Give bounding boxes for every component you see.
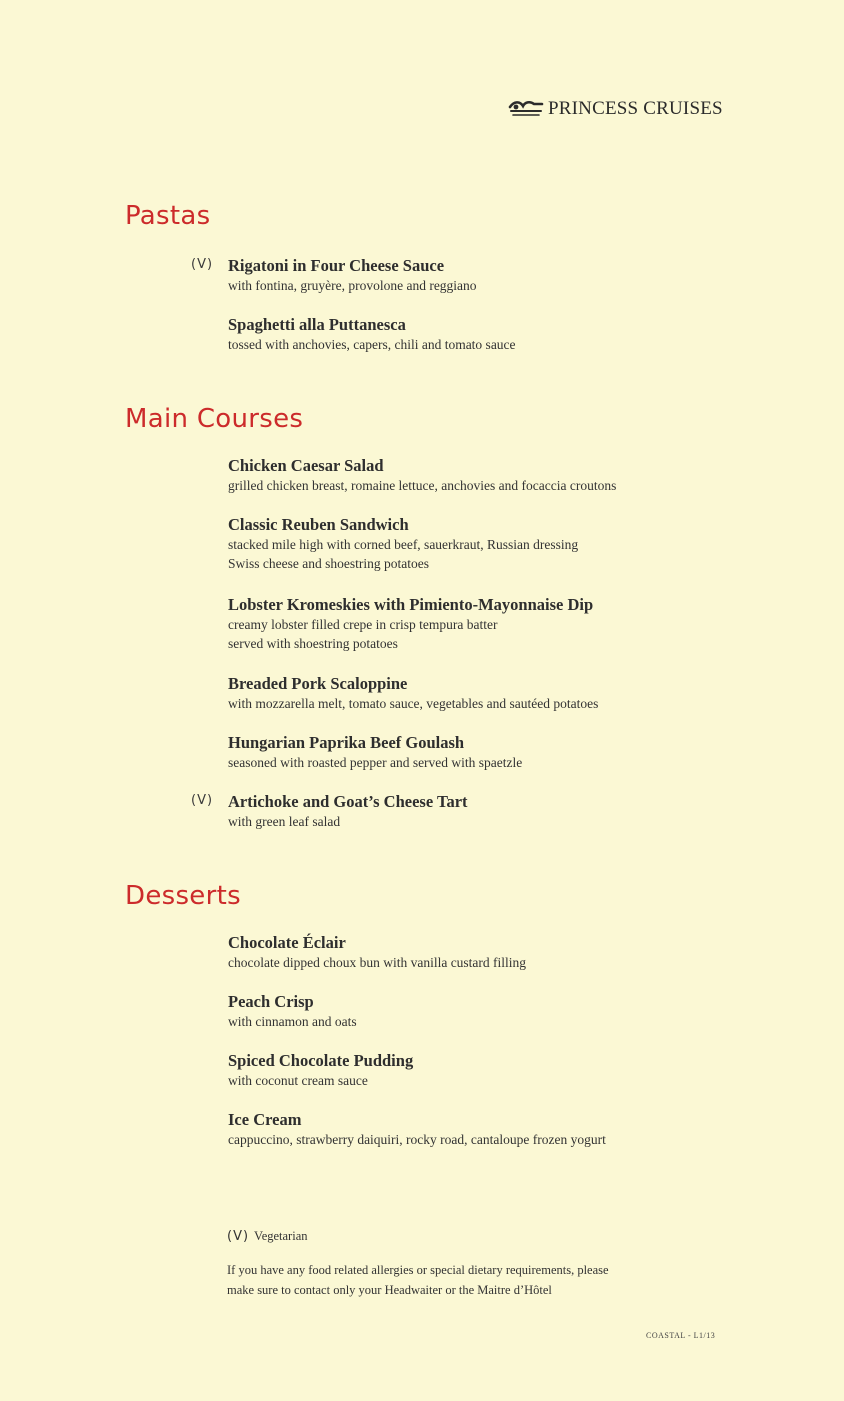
item-description: with green leaf salad	[228, 814, 341, 829]
item-name: Breaded Pork Scaloppine	[228, 674, 408, 693]
vegetarian-legend-symbol: (V)	[227, 1229, 250, 1244]
section-title-main-courses: Main Courses	[125, 404, 304, 434]
vegetarian-mark: (V)	[191, 793, 214, 808]
menu-item	[228, 315, 788, 354]
item-description: with cinnamon and oats	[228, 1014, 357, 1029]
menu-item	[228, 674, 788, 713]
menu-item	[228, 1110, 788, 1149]
menu-item	[191, 256, 788, 295]
item-description: with mozzarella melt, tomato sauce, vegetables and sautéed potatoes	[228, 696, 599, 711]
section-title-desserts: Desserts	[125, 881, 241, 911]
item-name: Spaghetti alla Puttanesca	[228, 315, 406, 334]
brand-name: PRINCESS CRUISES	[548, 98, 723, 119]
item-name: Hungarian Paprika Beef Goulash	[228, 733, 465, 752]
item-description: with fontina, gruyère, provolone and reggiano	[228, 278, 477, 293]
menu-item	[191, 792, 788, 831]
item-name: Artichoke and Goat’s Cheese Tart	[228, 792, 468, 811]
item-description: tossed with anchovies, capers, chili and tomato sauce	[228, 337, 516, 352]
menu-item	[228, 515, 788, 573]
menu-item	[228, 1051, 788, 1090]
brand-logo	[508, 98, 723, 120]
item-description: creamy lobster filled crepe in crisp tempura batter	[228, 617, 498, 632]
item-name: Rigatoni in Four Cheese Sauce	[228, 256, 445, 275]
menu-code: COASTAL - L1/13	[646, 1331, 716, 1340]
allergy-notice	[227, 1260, 667, 1300]
vegetarian-legend	[227, 1229, 308, 1244]
seawitch-wave-icon	[508, 98, 544, 120]
vegetarian-mark: (V)	[191, 257, 214, 272]
item-description: with coconut cream sauce	[228, 1073, 368, 1088]
item-description: chocolate dipped choux bun with vanilla custard filling	[228, 955, 527, 970]
item-description: stacked mile high with corned beef, sauerkraut, Russian dressing	[228, 537, 579, 552]
item-name: Chocolate Éclair	[228, 933, 346, 952]
menu-item	[228, 733, 788, 772]
item-description: cappuccino, strawberry daiquiri, rocky road, cantaloupe frozen yogurt	[228, 1132, 606, 1147]
item-name: Peach Crisp	[228, 992, 314, 1011]
item-name: Chicken Caesar Salad	[228, 456, 384, 475]
menu-item	[228, 933, 788, 972]
menu-item	[228, 595, 788, 653]
item-description: Swiss cheese and shoestring potatoes	[228, 556, 429, 571]
item-description: seasoned with roasted pepper and served with spaetzle	[228, 755, 523, 770]
item-name: Classic Reuben Sandwich	[228, 515, 409, 534]
menu-item	[228, 456, 788, 495]
allergy-notice-line: make sure to contact only your Headwaiter or the Maitre d’Hôtel	[227, 1283, 552, 1297]
item-name: Spiced Chocolate Pudding	[228, 1051, 414, 1070]
allergy-notice-line: If you have any food related allergies or special dietary requirements, please	[227, 1263, 609, 1277]
item-name: Lobster Kromeskies with Pimiento-Mayonnaise Dip	[228, 595, 594, 614]
item-description: served with shoestring potatoes	[228, 636, 398, 651]
section-title-pastas: Pastas	[125, 201, 211, 231]
item-description: grilled chicken breast, romaine lettuce, anchovies and focaccia croutons	[228, 478, 617, 493]
menu-item	[228, 992, 788, 1031]
item-name: Ice Cream	[228, 1110, 302, 1129]
vegetarian-legend-label: Vegetarian	[254, 1229, 308, 1243]
